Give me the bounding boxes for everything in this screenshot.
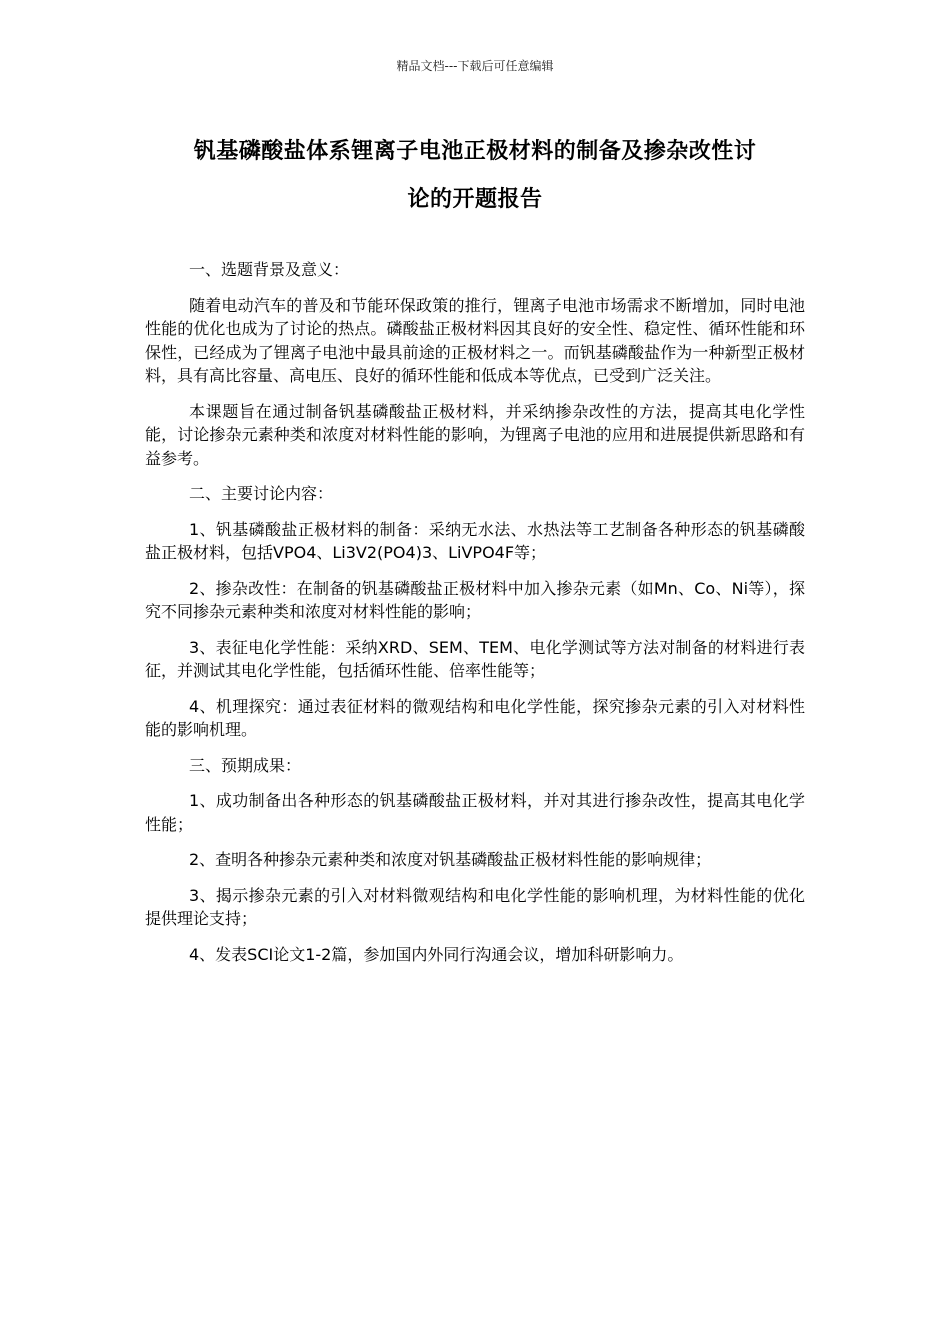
content-item-3: 3、表征电化学性能：采纳XRD、SEM、TEM、电化学测试等方法对制备的材料进行表征，并测试其电化学性能，包括循环性能、倍率性能等； (145, 637, 805, 680)
paragraph-background: 随着电动汽车的普及和节能环保政策的推行，锂离子电池市场需求不断增加，同时电池性能的优化也成为了讨论的热点。磷酸盐正极材料因其良好的安全性、稳定性、循环性能和环保性，已经成为了锂离子电池中最具前途的正极材料之一。而钒基磷酸盐作为一种新型正极材料，具有高比容量、高电压、良好的循环性能和低成本等优点，已受到广泛关注。 (145, 295, 805, 385)
section-heading-content: 二、主要讨论内容： (189, 484, 334, 503)
content-item-2: 2、掺杂改性：在制备的钒基磷酸盐正极材料中加入掺杂元素（如Mn、Co、Ni等），探究不同掺杂元素种类和浓度对材料性能的影响； (145, 578, 805, 621)
paragraph-purpose: 本课题旨在通过制备钒基磷酸盐正极材料，并采纳掺杂改性的方法，提高其电化学性能，讨论掺杂元素种类和浓度对材料性能的影响，为锂离子电池的应用和进展提供新思路和有益参考。 (145, 401, 805, 468)
title-line-1: 钒基磷酸盐体系锂离子电池正极材料的制备及掺杂改性讨 (193, 139, 757, 164)
document-body (145, 258, 805, 978)
title-line-2: 论的开题报告 (407, 187, 543, 212)
content-item-4: 4、机理探究：通过表征材料的微观结构和电化学性能，探究掺杂元素的引入对材料性能的影响机理。 (145, 696, 805, 739)
content-item-1: 1、钒基磷酸盐正极材料的制备：采纳无水法、水热法等工艺制备各种形态的钒基磷酸盐正极材料，包括VPO4、Li3V2(PO4)3、LiVPO4F等； (145, 519, 805, 562)
section-heading-background: 一、选题背景及意义： (189, 260, 350, 279)
page-header: 精品文档---下载后可任意编辑 (396, 59, 554, 73)
result-item-3: 3、揭示掺杂元素的引入对材料微观结构和电化学性能的影响机理，为材料性能的优化提供理论支持； (145, 885, 805, 928)
document-title (145, 128, 805, 224)
section-heading-results: 三、预期成果： (189, 755, 302, 775)
result-item-4: 4、发表SCI论文1-2篇，参加国内外同行沟通会议，增加科研影响力。 (189, 944, 684, 964)
result-item-1: 1、成功制备出各种形态的钒基磷酸盐正极材料，并对其进行掺杂改性，提高其电化学性能； (145, 791, 805, 834)
result-item-2: 2、查明各种掺杂元素种类和浓度对钒基磷酸盐正极材料性能的影响规律； (189, 850, 712, 869)
